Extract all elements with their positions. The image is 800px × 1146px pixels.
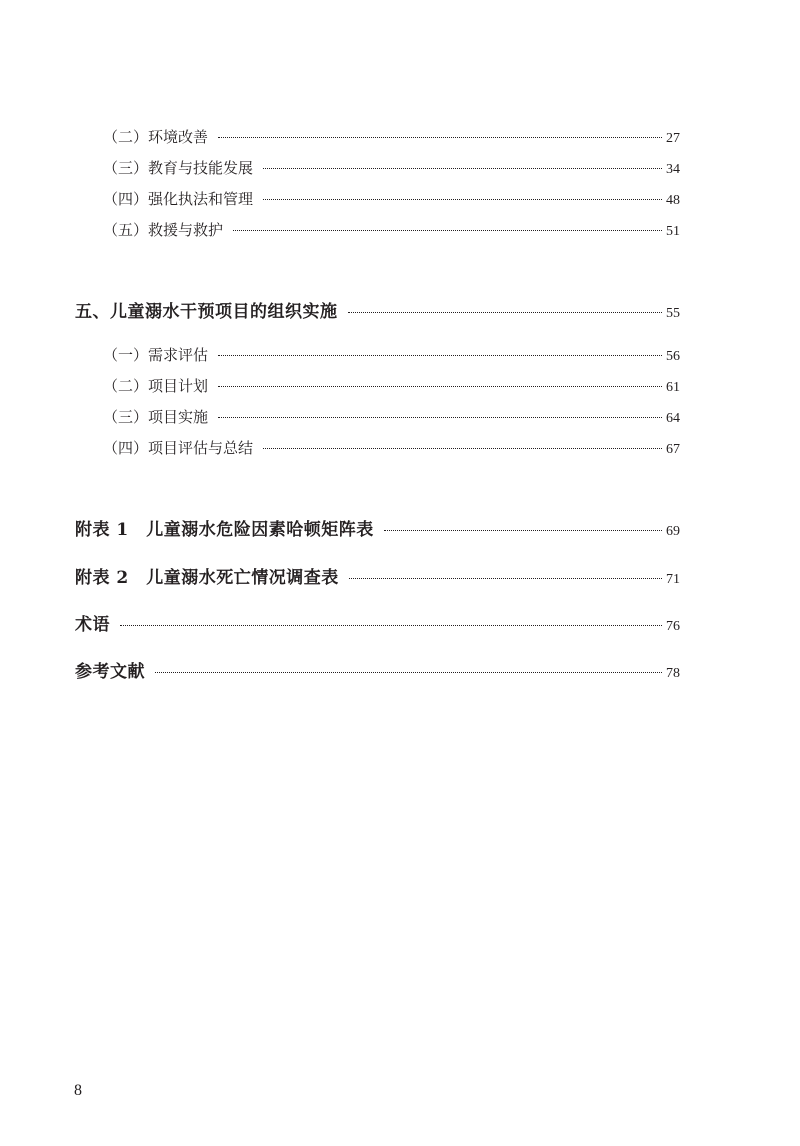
toc-entry[interactable]: [0, 188, 800, 209]
toc-references-page: 78: [666, 666, 680, 681]
toc-entry[interactable]: [0, 375, 800, 396]
toc-entry-label: （三）项目实施: [103, 408, 209, 426]
toc-terms-label: 术语: [75, 615, 110, 635]
toc-appendix-label: 附表 2 儿童溺水死亡情况调查表: [75, 568, 339, 588]
toc-terms-entry[interactable]: [0, 610, 800, 635]
toc-references-label: 参考文献: [75, 662, 145, 682]
dot-leader: [218, 386, 662, 387]
toc-appendix-label: 附表 1 儿童溺水危险因素哈顿矩阵表: [75, 520, 374, 540]
toc-chapter-entry[interactable]: [0, 297, 800, 322]
toc-entry-page: 48: [666, 193, 680, 208]
toc-appendix-page: 71: [666, 572, 680, 587]
toc-entry-page: 34: [666, 162, 680, 177]
toc-entry-page: 51: [666, 224, 680, 239]
toc-entry-page: 56: [666, 349, 680, 364]
dot-leader: [263, 168, 662, 169]
toc-entry-page: 67: [666, 442, 680, 457]
dot-leader: [218, 355, 662, 356]
dot-leader: [384, 530, 662, 531]
toc-entry[interactable]: [0, 406, 800, 427]
toc-chapter-page: 55: [666, 306, 680, 321]
toc-entry-label: （四）项目评估与总结: [103, 439, 254, 457]
toc-appendix-entry[interactable]: [0, 515, 800, 540]
toc-entry[interactable]: [0, 219, 800, 240]
toc-entry-page: 61: [666, 380, 680, 395]
toc-entry-page: 64: [666, 411, 680, 426]
dot-leader: [120, 625, 662, 626]
dot-leader: [349, 578, 662, 579]
toc-entry-label: （一）需求评估: [103, 346, 209, 364]
toc-entry-label: （二）项目计划: [103, 377, 209, 395]
toc-entry[interactable]: [0, 157, 800, 178]
dot-leader: [233, 230, 662, 231]
dot-leader: [263, 199, 662, 200]
dot-leader: [218, 137, 662, 138]
toc-appendix-entry[interactable]: [0, 563, 800, 588]
dot-leader: [155, 672, 662, 673]
toc-entry-label: （五）救援与救护: [103, 221, 224, 239]
toc-entry-label: （四）强化执法和管理: [103, 190, 254, 208]
toc-chapter-label: 五、儿童溺水干预项目的组织实施: [75, 302, 338, 322]
toc-entry-page: 27: [666, 131, 680, 146]
dot-leader: [218, 417, 662, 418]
toc-appendix-page: 69: [666, 524, 680, 539]
toc-entry-label: （三）教育与技能发展: [103, 159, 254, 177]
toc-entry[interactable]: [0, 437, 800, 458]
toc-references-entry[interactable]: [0, 657, 800, 682]
toc-entry[interactable]: [0, 126, 800, 147]
toc-entry[interactable]: [0, 344, 800, 365]
dot-leader: [263, 448, 662, 449]
page-number: 8: [74, 1082, 82, 1099]
toc-terms-page: 76: [666, 619, 680, 634]
toc-entry-label: （二）环境改善: [103, 128, 209, 146]
dot-leader: [348, 312, 663, 313]
